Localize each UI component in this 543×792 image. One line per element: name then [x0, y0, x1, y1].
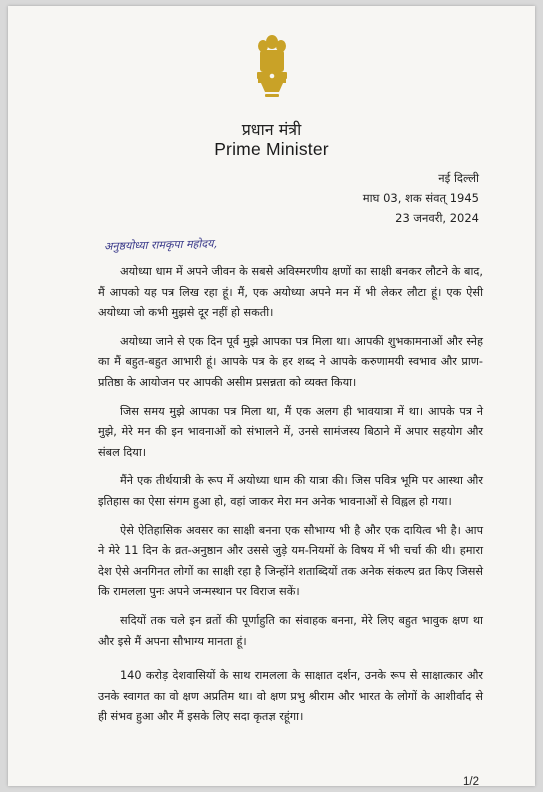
handwritten-salutation: अनुष्ठयोध्या रामकृपा महोदय,	[103, 237, 218, 253]
letterhead-title-english: Prime Minister	[214, 139, 329, 159]
paragraph: सदियों तक चले इन व्रतों की पूर्णाहुति का संवाहक बनना, मेरे लिए बहुत भावुक क्षण था और इसे मैं अपना सौभाग्य मानता हूं।	[98, 613, 483, 648]
paragraph: 140 करोड़ देशवासियों के साथ रामलला के साक्षात दर्शन, उनके रूप से साक्षात्कार और उनके स्वागत का वो क्षण अप्रतिम था। वो क्षण प्रभु श्रीराम और भारत के लोगों के आशीर्वाद से ही संभव हुआ और मैं इसके लिए सदा कृतज्ञ रहूंगा।	[98, 669, 483, 724]
page-number: 1/2	[463, 776, 479, 786]
paragraph: अयोध्या धाम में अपने जीवन के सबसे अविस्मरणीय क्षणों का साक्षी बनकर लौटने के बाद, मैं आपको यह पत्र लिख रहा हूं। मैं, एक अयोध्या अपने मन में भी लेकर लौटा हूं। एक ऐसी अयोध्या जो कभी मुझसे दूर नहीं हो सकती।	[98, 265, 483, 320]
gregorian-date: 23 जनवरी, 2024	[395, 211, 479, 225]
national-emblem-icon	[255, 32, 289, 110]
paragraph: ऐसे ऐतिहासिक अवसर का साक्षी बनना एक सौभाग्य भी है और एक दायित्व भी है। आप ने मेरे 11 दिन के व्रत-अनुष्ठान और उससे जुड़े यम-नियमों के विषय में भी चर्चा की थी। हमारा देश ऐसे अनगिनत लोगों का साक्षी रहा है जिन्होंने शताब्दियों तक अनेक संकल्प व्रत किए जिससे कि रामलला पुनः अपने जन्मस्थान पर विराज सकें।	[98, 523, 483, 599]
letter-page	[8, 6, 535, 786]
paragraph: अयोध्या जाने से एक दिन पूर्व मुझे आपका पत्र मिला था। आपकी शुभकामनाओं और स्नेह का मैं बहुत-बहुत आभारी हूं। आपके पत्र के हर शब्द ने आपके करुणामयी स्वभाव और प्राण-प्रतिष्ठा के आयोजन पर आपकी असीम प्रसन्नता को व्यक्त किया।	[98, 334, 483, 389]
place: नई दिल्ली	[438, 171, 479, 185]
letter-body	[98, 262, 483, 736]
saka-date: माघ 03, शक संवत् 1945	[362, 191, 479, 205]
paragraph: जिस समय मुझे आपका पत्र मिला था, मैं एक अलग ही भावयात्रा में था। आपके पत्र ने मुझे, मेरे मन की इन भावनाओं को संभालने में, उनसे सामंजस्य बिठाने में अपार सहयोग और संबल दिया।	[98, 404, 483, 459]
letterhead-title-hindi: प्रधान मंत्री	[241, 120, 302, 139]
date-block	[363, 168, 479, 228]
paragraph: मैंने एक तीर्थयात्री के रूप में अयोध्या धाम की यात्रा की। जिस पवित्र भूमि पर आस्था और इतिहास का ऐसा संगम हुआ हो, वहां जाकर मेरा मन अनेक भावनाओं से विह्वल हो गया।	[98, 474, 483, 508]
